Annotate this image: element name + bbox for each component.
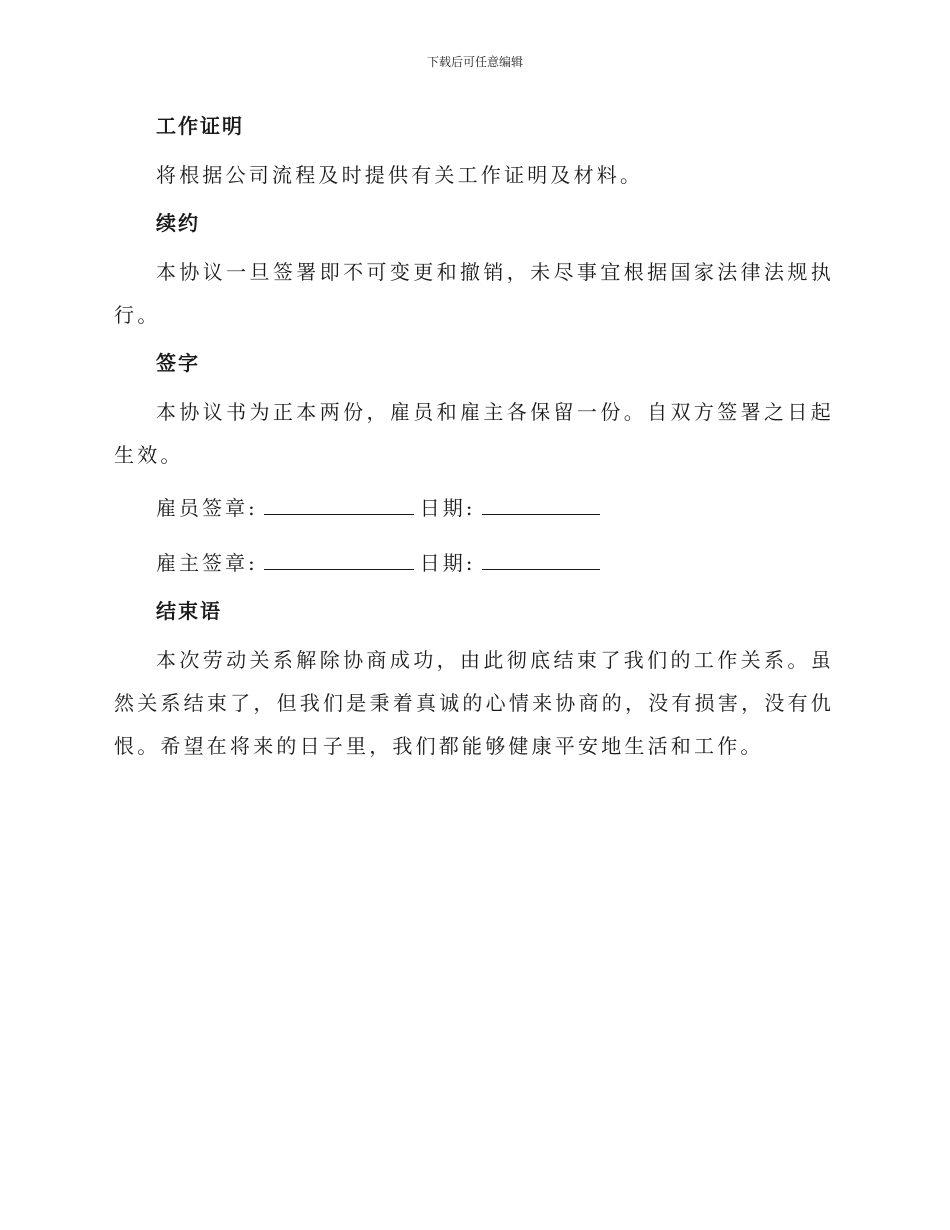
section-title-renewal: 续约 (156, 211, 200, 235)
spacer (114, 530, 834, 542)
section-title-work-proof: 工作证明 (156, 114, 244, 138)
spacer (114, 337, 834, 347)
section-text-signature: 本协议书为正本两份，雇员和雇主各保留一份。自双方签署之日起生效。 (114, 400, 834, 467)
section-title-signature: 签字 (156, 351, 200, 375)
employee-signature-line[interactable] (264, 494, 414, 515)
document-body (114, 110, 834, 768)
spacer (114, 627, 834, 639)
spacer (114, 379, 834, 391)
section-text-closing: 本次劳动关系解除协商成功，由此彻底结束了我们的工作关系。虽然关系结束了，但我们是秉着真诚的心情来协商的，没有损害，没有仇恨。希望在将来的日子里，我们都能够健康平安地生活和工作。 (114, 648, 834, 758)
spacer (114, 477, 834, 487)
section-text-renewal: 本协议一旦签署即不可变更和撤销，未尽事宜根据国家法律法规执行。 (114, 260, 834, 327)
employer-date-label: 日期: (419, 551, 476, 575)
spacer (114, 585, 834, 595)
section-text-work-proof: 将根据公司流程及时提供有关工作证明及材料。 (156, 163, 644, 187)
page-header-note: 下载后可任意编辑 (426, 55, 523, 69)
employee-signature-row (114, 487, 834, 530)
employee-signature-label: 雇员签章: (156, 496, 258, 520)
employer-signature-row (114, 542, 834, 585)
spacer (114, 197, 834, 207)
employer-signature-label: 雇主签章: (156, 551, 258, 575)
employer-date-line[interactable] (482, 549, 600, 570)
spacer (114, 239, 834, 251)
employee-date-label: 日期: (419, 496, 476, 520)
employee-date-line[interactable] (482, 494, 600, 515)
section-title-closing: 结束语 (156, 599, 222, 623)
employer-signature-line[interactable] (264, 549, 414, 570)
spacer (114, 142, 834, 154)
